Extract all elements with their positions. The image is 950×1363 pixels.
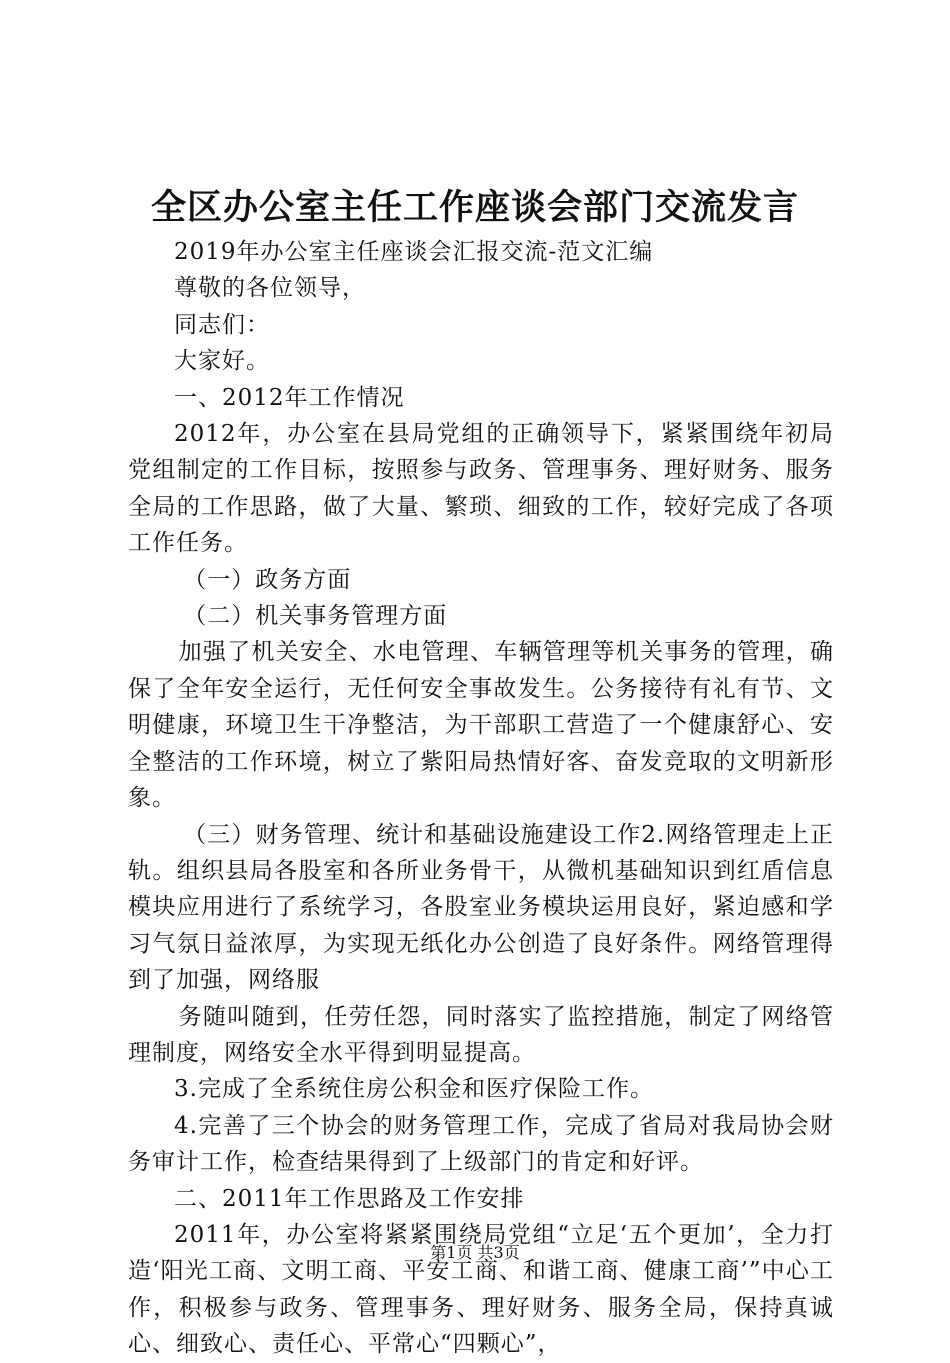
greeting: 大家好。 — [174, 348, 270, 375]
paragraph: 2012年，办公室在县局党组的正确领导下，紧紧围绕年初局党组制定的工作目标，按照参与政务、管理事务、理好财务、服务全局的工作思路，做了大量、繁琐、细致的工作，较好完成了各项工作任务。 — [128, 421, 834, 557]
section-heading-2: 二、2011年工作思路及工作安排 — [174, 1185, 525, 1212]
paragraph: 3.完成了全系统住房公积金和医疗保险工作。 — [174, 1076, 654, 1103]
page-number: 第1页 共3页 — [430, 1243, 520, 1262]
salutation-comrades: 同志们： — [174, 311, 270, 338]
paragraph: 务随叫随到，任劳任怨，同时落实了监控措施，制定了网络管理制度，网络安全水平得到明显提高。 — [128, 1003, 834, 1066]
paragraph: 加强了机关安全、水电管理、车辆管理等机关事务的管理，确保了全年安全运行，无任何安全事故发生。公务接待有礼有节、文明健康，环境卫生干净整洁，为干部职工营造了一个健康舒心、安全整洁的工作环境，树立了紫阳局热情好客、奋发竞取的文明新形象。 — [128, 639, 834, 812]
paragraph: 2011年，办公室将紧紧围绕局党组“立足‘五个更加’，全力打造‘阳光工商、文明工商、平安工商、和谐工商、健康工商’”中心工作，积极参与政务、管理事务、理好财务、服务全局，保持真诚心、细致心、责任心、平常心“四颗心”， — [128, 1221, 834, 1358]
salutation-leaders: 尊敬的各位领导， — [174, 275, 366, 302]
paragraph: （三）财务管理、统计和基础设施建设工作2.网络管理走上正轨。组织县局各股室和各所业务骨干，从微机基础知识到红盾信息模块应用进行了系统学习，各股室业务模块运用良好，紧迫感和学习气氛日益浓厚，为实现无纸化办公创造了良好条件。网络管理得到了加强，网络服 — [128, 821, 834, 994]
subtitle-line: 2019年办公室主任座谈会汇报交流-范文汇编 — [174, 239, 654, 265]
document-title: 全区办公室主任工作座谈会部门交流发言 — [150, 187, 799, 228]
subsection-heading-politics: （一）政务方面 — [183, 566, 352, 593]
document-body — [128, 234, 834, 1363]
section-heading-1: 一、2012年工作情况 — [174, 384, 405, 411]
subsection-heading-affairs: （二）机关事务管理方面 — [183, 603, 448, 630]
paragraph: 4.完善了三个协会的财务管理工作，完成了省局对我局协会财务审计工作，检查结果得到了上级部门的肯定和好评。 — [128, 1112, 834, 1176]
